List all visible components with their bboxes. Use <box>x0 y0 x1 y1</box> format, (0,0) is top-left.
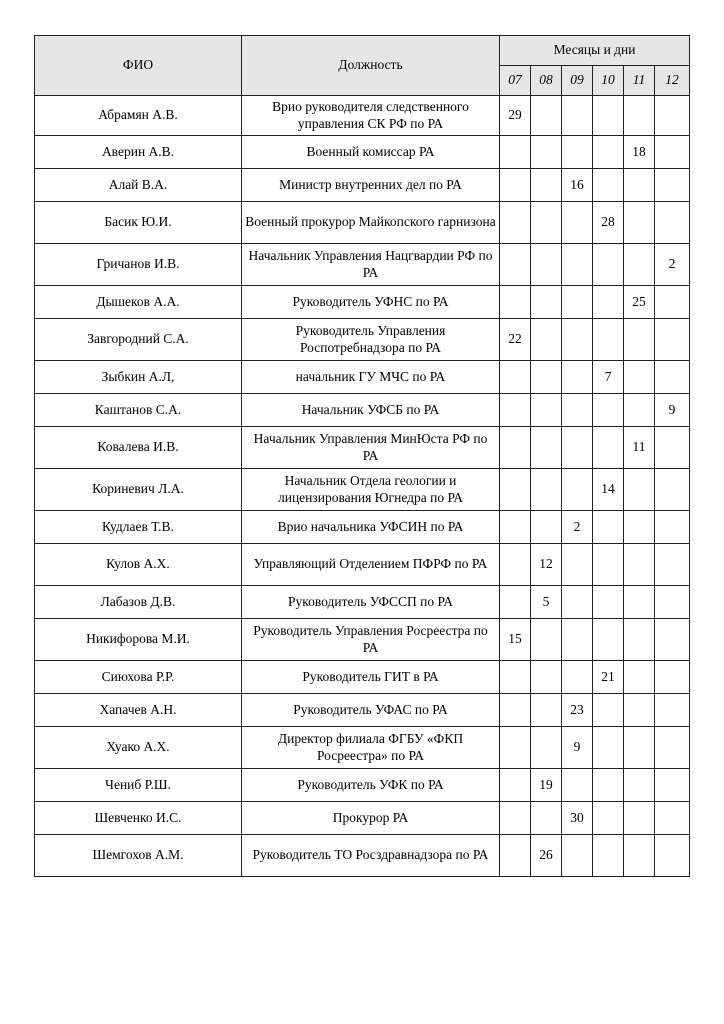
cell-day <box>624 244 655 286</box>
cell-day <box>624 394 655 427</box>
cell-day <box>624 319 655 361</box>
cell-day: 26 <box>531 835 562 877</box>
cell-day <box>531 136 562 169</box>
table-row <box>35 244 690 286</box>
cell-day <box>593 544 624 586</box>
cell-day <box>655 361 690 394</box>
cell-day <box>531 286 562 319</box>
cell-day <box>624 619 655 661</box>
cell-day <box>562 769 593 802</box>
cell-name: Ковалева И.В. <box>35 427 242 469</box>
cell-day <box>531 727 562 769</box>
header-month: 12 <box>655 66 690 96</box>
cell-day <box>500 169 531 202</box>
cell-day <box>593 586 624 619</box>
cell-day <box>593 286 624 319</box>
table-row <box>35 286 690 319</box>
cell-position: Прокурор РА <box>242 802 500 835</box>
cell-name: Дышеков А.А. <box>35 286 242 319</box>
table-row <box>35 511 690 544</box>
cell-day <box>624 835 655 877</box>
cell-day <box>562 469 593 511</box>
cell-day <box>655 169 690 202</box>
cell-day <box>562 427 593 469</box>
table-row <box>35 319 690 361</box>
cell-day <box>500 727 531 769</box>
cell-name: Лабазов Д.В. <box>35 586 242 619</box>
cell-day: 9 <box>562 727 593 769</box>
cell-day: 19 <box>531 769 562 802</box>
cell-day <box>655 661 690 694</box>
cell-day <box>655 544 690 586</box>
table-row <box>35 202 690 244</box>
cell-day <box>500 394 531 427</box>
cell-day <box>531 202 562 244</box>
cell-name: Кулов А.Х. <box>35 544 242 586</box>
cell-day <box>624 694 655 727</box>
cell-position: Руководитель Управления Росреестра по РА <box>242 619 500 661</box>
table-row <box>35 427 690 469</box>
cell-day <box>624 769 655 802</box>
cell-name: Абрамян А.В. <box>35 96 242 136</box>
cell-day: 23 <box>562 694 593 727</box>
cell-day <box>655 427 690 469</box>
cell-name: Гричанов И.В. <box>35 244 242 286</box>
cell-day <box>624 802 655 835</box>
table-row <box>35 769 690 802</box>
cell-name: Аверин А.В. <box>35 136 242 169</box>
cell-name: Шемгохов А.М. <box>35 835 242 877</box>
cell-day <box>624 169 655 202</box>
cell-position: начальник ГУ МЧС по РА <box>242 361 500 394</box>
cell-position: Руководитель ТО Росздравнадзора по РА <box>242 835 500 877</box>
cell-day <box>500 544 531 586</box>
cell-day <box>500 427 531 469</box>
cell-position: Начальник УФСБ по РА <box>242 394 500 427</box>
cell-day <box>624 361 655 394</box>
cell-day <box>593 802 624 835</box>
cell-position: Руководитель УФК по РА <box>242 769 500 802</box>
cell-day <box>500 136 531 169</box>
table-row <box>35 694 690 727</box>
cell-position: Врио начальника УФСИН по РА <box>242 511 500 544</box>
cell-day <box>655 835 690 877</box>
cell-day <box>500 769 531 802</box>
cell-day <box>624 544 655 586</box>
cell-day <box>562 286 593 319</box>
cell-day <box>655 619 690 661</box>
cell-day <box>624 469 655 511</box>
cell-day <box>500 694 531 727</box>
cell-day <box>593 394 624 427</box>
table-row <box>35 361 690 394</box>
table-row <box>35 469 690 511</box>
cell-day <box>531 619 562 661</box>
cell-position: Руководитель УФНС по РА <box>242 286 500 319</box>
cell-position: Врио руководителя следственного управления СК РФ по РА <box>242 96 500 136</box>
cell-day: 12 <box>531 544 562 586</box>
cell-day: 2 <box>562 511 593 544</box>
cell-day: 15 <box>500 619 531 661</box>
cell-name: Каштанов С.А. <box>35 394 242 427</box>
cell-name: Алай В.А. <box>35 169 242 202</box>
header-months-group: Месяцы и дни <box>500 36 690 66</box>
cell-day <box>655 202 690 244</box>
table-row <box>35 136 690 169</box>
table-row <box>35 394 690 427</box>
cell-day <box>655 319 690 361</box>
cell-position: Управляющий Отделением ПФРФ по РА <box>242 544 500 586</box>
cell-day <box>500 802 531 835</box>
cell-day <box>531 511 562 544</box>
cell-day: 11 <box>624 427 655 469</box>
cell-day <box>655 586 690 619</box>
cell-name: Хапачев А.Н. <box>35 694 242 727</box>
cell-day: 22 <box>500 319 531 361</box>
cell-day <box>562 244 593 286</box>
cell-day: 21 <box>593 661 624 694</box>
table-row <box>35 96 690 136</box>
cell-day <box>655 727 690 769</box>
cell-day: 14 <box>593 469 624 511</box>
cell-day <box>655 96 690 136</box>
cell-day <box>500 511 531 544</box>
cell-position: Военный прокурор Майкопского гарнизона <box>242 202 500 244</box>
cell-day: 5 <box>531 586 562 619</box>
cell-day <box>593 136 624 169</box>
cell-day <box>624 661 655 694</box>
table-row <box>35 727 690 769</box>
cell-day <box>531 394 562 427</box>
cell-day <box>562 544 593 586</box>
cell-day <box>500 661 531 694</box>
cell-day <box>593 319 624 361</box>
cell-day <box>624 586 655 619</box>
cell-day <box>655 469 690 511</box>
cell-day <box>531 169 562 202</box>
cell-day <box>531 661 562 694</box>
cell-day <box>655 769 690 802</box>
header-position: Должность <box>242 36 500 96</box>
cell-day <box>593 769 624 802</box>
cell-day <box>500 586 531 619</box>
cell-day <box>500 202 531 244</box>
cell-day <box>593 96 624 136</box>
cell-day <box>593 511 624 544</box>
cell-day <box>562 96 593 136</box>
header-name: ФИО <box>35 36 242 96</box>
cell-day <box>500 244 531 286</box>
header-month: 10 <box>593 66 624 96</box>
cell-day <box>593 169 624 202</box>
cell-day: 9 <box>655 394 690 427</box>
cell-day <box>500 835 531 877</box>
cell-day <box>500 469 531 511</box>
header-month: 07 <box>500 66 531 96</box>
cell-day <box>562 586 593 619</box>
cell-name: Завгородний С.А. <box>35 319 242 361</box>
table-row <box>35 661 690 694</box>
cell-day: 16 <box>562 169 593 202</box>
cell-position: Министр внутренних дел по РА <box>242 169 500 202</box>
cell-day <box>593 619 624 661</box>
cell-day <box>562 136 593 169</box>
table-row <box>35 544 690 586</box>
cell-day: 2 <box>655 244 690 286</box>
cell-day <box>593 244 624 286</box>
cell-day <box>655 286 690 319</box>
cell-day <box>500 361 531 394</box>
cell-day <box>531 319 562 361</box>
cell-name: Сиюхова Р.Р. <box>35 661 242 694</box>
cell-position: Руководитель ГИТ в РА <box>242 661 500 694</box>
cell-name: Басик Ю.И. <box>35 202 242 244</box>
cell-day <box>562 394 593 427</box>
cell-name: Хуако А.Х. <box>35 727 242 769</box>
cell-day <box>624 202 655 244</box>
header-month: 08 <box>531 66 562 96</box>
cell-day <box>531 469 562 511</box>
header-month: 11 <box>624 66 655 96</box>
cell-day <box>562 202 593 244</box>
cell-day: 29 <box>500 96 531 136</box>
cell-day <box>655 802 690 835</box>
cell-day <box>500 286 531 319</box>
cell-day <box>562 361 593 394</box>
cell-day: 18 <box>624 136 655 169</box>
cell-day <box>531 96 562 136</box>
cell-name: Кудлаев Т.В. <box>35 511 242 544</box>
cell-day <box>655 511 690 544</box>
cell-day <box>531 427 562 469</box>
cell-day <box>593 694 624 727</box>
cell-day: 30 <box>562 802 593 835</box>
cell-day: 7 <box>593 361 624 394</box>
cell-day: 25 <box>624 286 655 319</box>
cell-day: 28 <box>593 202 624 244</box>
cell-day <box>562 835 593 877</box>
cell-name: Зыбкин А.Л, <box>35 361 242 394</box>
cell-position: Руководитель УФАС по РА <box>242 694 500 727</box>
cell-position: Директор филиала ФГБУ «ФКП Росреестра» по РА <box>242 727 500 769</box>
schedule-table <box>34 35 690 877</box>
cell-day <box>624 511 655 544</box>
cell-position: Военный комиссар РА <box>242 136 500 169</box>
cell-day <box>624 96 655 136</box>
cell-position: Руководитель Управления Роспотребнадзора по РА <box>242 319 500 361</box>
cell-name: Никифорова М.И. <box>35 619 242 661</box>
cell-day <box>655 694 690 727</box>
cell-day <box>531 802 562 835</box>
table-row <box>35 586 690 619</box>
cell-day <box>624 727 655 769</box>
table-row <box>35 802 690 835</box>
cell-day <box>593 727 624 769</box>
cell-day <box>593 427 624 469</box>
header-month: 09 <box>562 66 593 96</box>
cell-day <box>593 835 624 877</box>
cell-position: Начальник Управления МинЮста РФ по РА <box>242 427 500 469</box>
cell-day <box>531 694 562 727</box>
table-row <box>35 619 690 661</box>
cell-name: Чениб Р.Ш. <box>35 769 242 802</box>
cell-day <box>531 361 562 394</box>
cell-name: Шевченко И.С. <box>35 802 242 835</box>
cell-day <box>655 136 690 169</box>
table-row <box>35 169 690 202</box>
cell-day <box>562 319 593 361</box>
cell-position: Начальник Отдела геологии и лицензирования Югнедра по РА <box>242 469 500 511</box>
table-row <box>35 835 690 877</box>
cell-name: Кориневич Л.А. <box>35 469 242 511</box>
cell-day <box>531 244 562 286</box>
cell-day <box>562 661 593 694</box>
cell-day <box>562 619 593 661</box>
cell-position: Руководитель УФССП по РА <box>242 586 500 619</box>
cell-position: Начальник Управления Нацгвардии РФ по РА <box>242 244 500 286</box>
